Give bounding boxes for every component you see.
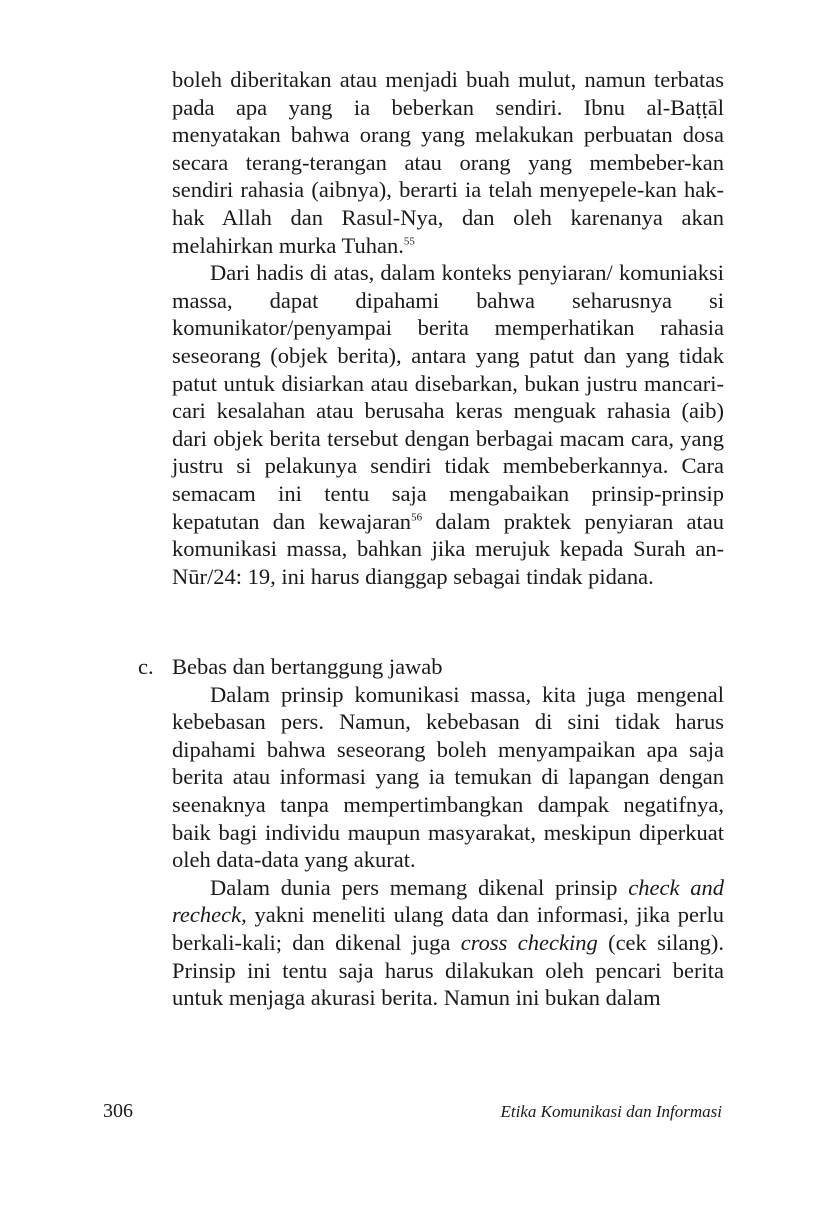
body-text-top bbox=[172, 66, 724, 590]
body-text-bottom bbox=[172, 653, 724, 1012]
paragraph-2-text-a: Dari hadis di atas, dalam konteks penyiaran/ komuniaksi massa, dapat dipahami bahwa seharusnya si komunikator/penyampai berita memperhatikan rahasia seseorang (objek berita), antara yang patut dan yang tidak patut untuk disiarkan atau disebarkan, bukan justru mancari-cari kesalahan atau berusaha keras menguak rahasia (aib) dari objek berita tersebut dengan berbagai macam cara, yang justru si pelakunya sendiri tidak membeberkannya. Cara semacam ini tentu saja mengabaikan prinsip-prinsip kepatutan dan kewajaran bbox=[172, 260, 724, 534]
footnote-ref-55[interactable]: 55 bbox=[403, 235, 415, 248]
section-title: Bebas dan bertanggung jawab bbox=[172, 654, 443, 679]
paragraph-4-text-a: Dalam dunia pers memang dikenal prinsip bbox=[210, 874, 629, 900]
page-number: 306 bbox=[103, 1100, 133, 1122]
paragraph-2 bbox=[172, 259, 724, 590]
paragraph-1 bbox=[172, 66, 724, 259]
running-footer-title: Etika Komunikasi dan Informasi bbox=[500, 1102, 722, 1121]
paragraph-4 bbox=[172, 874, 724, 1012]
paragraph-1-text: boleh diberitakan atau menjadi buah mulut, namun terbatas pada apa yang ia beberkan sendiri. Ibnu al-Baṭṭāl menyatakan bahwa orang yang melakukan perbuatan dosa secara terang-terangan atau orang yang membeber-kan sendiri rahasia (aibnya), berarti ia telah menyepele-kan hak-hak Allah dan Rasul-Nya, dan oleh karenanya akan melahirkan murka Tuhan. bbox=[172, 67, 724, 258]
term-check-and-recheck: check and recheck, bbox=[172, 874, 724, 928]
footnote-ref-56[interactable]: 56 bbox=[411, 511, 423, 523]
paragraph-2-text-b: dalam praktek penyiaran atau komunikasi massa, bahkan jika merujuk kepada Surah an-Nūr/24: 19, ini harus dianggap sebagai tindak pidana. bbox=[172, 508, 725, 589]
paragraph-3: Dalam prinsip komunikasi massa, kita juga mengenal kebebasan pers. Namun, kebebasan di sini tidak harus dipahami bahwa seseorang boleh menyampaikan apa saja berita atau informasi yang ia temukan di lapangan dengan seenaknya tanpa mempertimbangkan dampak negatifnya, baik bagi individu maupun masyarakat, meskipun diperkuat oleh data-data yang akurat. bbox=[172, 681, 724, 873]
term-cross-checking: cross checking bbox=[460, 929, 598, 955]
paragraph-4-text-c: (cek silang). Prinsip ini tentu saja harus dilakukan oleh pencari berita untuk menjaga akurasi berita. Namun ini bukan dalam bbox=[172, 929, 724, 1011]
section-marker: c. bbox=[138, 654, 154, 679]
paragraph-4-text-b: yakni meneliti ulang data dan informasi, jika perlu berkali-kali; dan dikenal juga bbox=[172, 902, 724, 955]
